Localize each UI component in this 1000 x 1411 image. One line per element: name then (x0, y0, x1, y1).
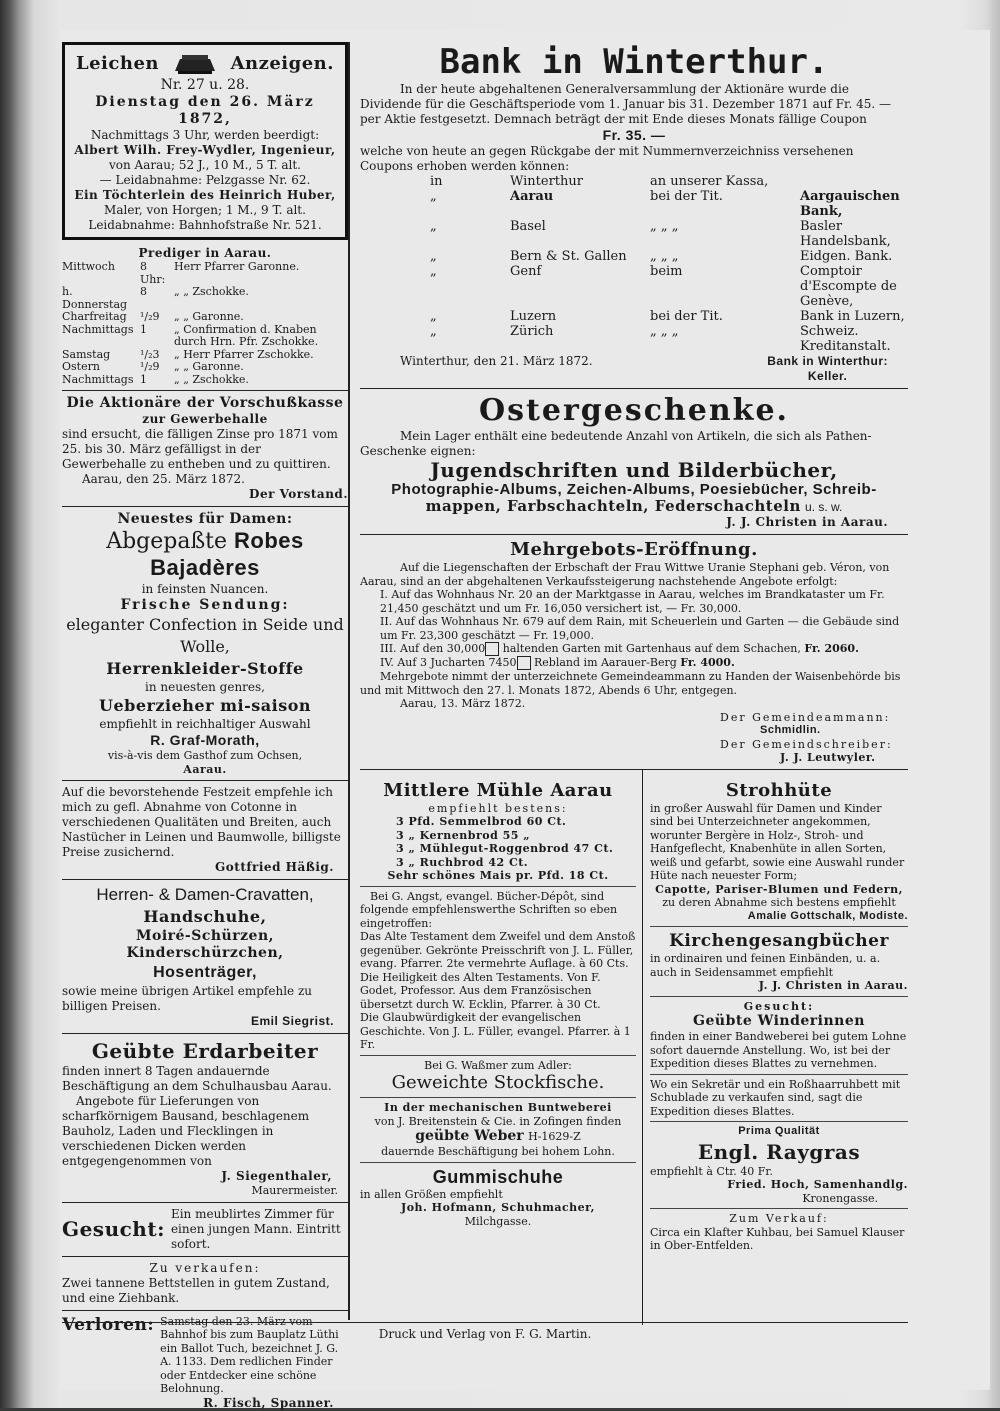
obituary-title-b: Anzeigen. (230, 53, 335, 74)
muehle-list (360, 815, 636, 869)
bank-signature-line: Bank in Winterthur: (767, 354, 888, 368)
bank-cell: „ (430, 264, 437, 279)
damen-line: eleganter Confection in Seide und Wolle, (66, 615, 344, 656)
obituary-entry: Albert Wilh. Frey-Wydler, Ingenieur, (74, 143, 336, 157)
bank-cell: Aarau (510, 189, 554, 204)
prediger-title: Prediger in Aarau. (138, 246, 272, 260)
mehrgebot-item (360, 656, 908, 670)
obituary-entry: Ein Töchterlein des Heinrich Huber, (74, 188, 336, 202)
coffin-icon (172, 51, 218, 77)
prediger-cell: Herr Pfarrer Garonne. (174, 260, 300, 273)
prediger-cell: „ „ Garonne. (174, 310, 244, 323)
mehrgebot-item-text: III. Auf den 30,000 (380, 642, 486, 655)
oster-title: Ostergeschenke. (478, 393, 790, 428)
erdarbeiter-body: Angebote für Lieferungen von scharfkörnigem Bausand, beschlagenem Bauholz, Laden und Flecklingen in verschiedenen Dicken werden entgegengenommen von (62, 1094, 310, 1168)
divider (62, 1202, 348, 1203)
column-divider (348, 42, 350, 1320)
divider (650, 1074, 908, 1075)
bank-signature (767, 354, 888, 384)
mehrgebot-outro: Mehrgebote nimmt der unterzeichnete Gemeindeammann zu Handen der Waisenbehörde bis und mit Mittwoch den 27. l. Monats 1872, Abends 6 Uhr, entgegen. (360, 670, 901, 697)
muehle-item: 3 „ Kernenbrod 55 „ (396, 828, 531, 842)
bank-cell: Luzern (510, 309, 557, 324)
prediger-cell: 8 Uhr: (140, 260, 166, 286)
erdarbeiter-title: Geübte Erdarbeiter (91, 1039, 319, 1063)
divider (650, 1121, 908, 1122)
mehrgebot-item-price: Fr. 2060. (804, 642, 859, 655)
kuhbau-title: Zum Verkauf: (729, 1212, 829, 1225)
bank-cell: Eidgen. Bank. (800, 249, 893, 264)
mehrgebot-item: I. Auf das Wohnhaus Nr. 20 an der Marktgasse in Aarau, welches im Brandkataster um Fr. 21,450 geschätzt und um Fr. 16,050 versichert ist, — Fr. 30,000. (380, 588, 885, 615)
bank-cell: „ (430, 249, 437, 264)
kirchen-body: in ordinairen und feinen Einbänden, u. a. auch in Seidensammet empfiehlt (650, 952, 881, 979)
verkaufen-body: Zwei tannene Bettstellen in gutem Zustand, und eine Ziehbank. (62, 1275, 330, 1305)
mehrgebot-signature: Der Gemeindschreiber: (720, 737, 893, 751)
bank-place: Winterthur, den 21. März 1872. (400, 354, 593, 368)
muehle-item: 3 Pfd. Semmelbrod 60 Ct. (396, 815, 567, 828)
verloren-signature: R. Fisch, Spanner. (203, 1395, 334, 1410)
prediger-cell: Mittwoch (62, 260, 115, 273)
prediger-cell: „ „ Zschokke. (174, 372, 249, 386)
muehle-title: Mittlere Mühle Aarau (383, 779, 613, 801)
stroh-title: Strohhüte (725, 779, 833, 801)
bank-intro: In der heute abgehaltenen Generalversammlung der Aktionäre wurde die Dividende für die Geschäftsperiode vom 1. Januar bis 31. Dezember 1871 auf Fr. 45. — per Aktie festgesetzt. Demnach beträgt der mit Ende dieses Monats fällige Coupon (360, 82, 891, 126)
angst-book: Die Glaubwürdigkeit der evangelischen Geschichte. Von J. L. Füller, evangel. Pfarrer. à 1 Fr. (360, 1011, 631, 1051)
breitenstein-line: von J. Breitenstein & Cie. in Zofingen finden (374, 1114, 622, 1128)
bank-footer (360, 354, 908, 384)
obituary-title-a: Leichen (75, 53, 159, 74)
mehrgebot-signature: J. J. Leutwyler. (780, 751, 876, 764)
mehrgebot-item-text: haltenden Garten mit Gartenhaus auf dem Schachen, (502, 642, 801, 655)
prediger-cell: Charfreitag (62, 310, 127, 323)
left-column (62, 42, 348, 1411)
vorschuss-subtitle: zur Gewerbehalle (142, 412, 268, 426)
obituary-entry: — Leidabnahme: Pelzgasse Nr. 62. (99, 173, 311, 187)
muehle-mais: Sehr schönes Mais pr. Pfd. 18 Ct. (387, 869, 609, 882)
mehrgebot-intro: Auf die Liegenschaften der Erbschaft der Frau Wittwe Uranie Stephani geb. Véron, von Aarau, sind an der abgehaltenen Verkaufssteigerung nachstehende Angebote erfolgt: (360, 561, 890, 588)
bank-cell: an unserer Kassa, (650, 174, 769, 189)
oster-line: Photographie-Albums, Zeichen-Albums, Poesiebücher, Schreib- (391, 481, 877, 498)
prediger-cell: „ Confirmation d. Knaben durch Hrn. Pfr. Zschokke. (174, 322, 319, 348)
obituary-entry: Leidabnahme: Bahnhofstraße Nr. 521. (88, 218, 322, 232)
mehrgebot-item-text: IV. Auf 3 Jucharten 7450 (380, 656, 517, 669)
right-column (360, 42, 908, 1334)
gummi-line: Milchgasse. (464, 1214, 532, 1228)
damen-line: Ueberzieher mi-saison (99, 696, 311, 715)
bank-cell: bei der Tit. (650, 309, 723, 324)
winder-subtitle: Geübte Winderinnen (693, 1013, 865, 1029)
bank-after: welche von heute an gegen Rückgabe der mit Nummernverzeichniss versehenen Coupons erhoben werden können: (360, 144, 854, 173)
bank-amount: Fr. 35. — (602, 127, 666, 143)
vorschuss-signature: Der Vorstand. (249, 487, 348, 501)
raygras-headline: Engl. Raygras (697, 1139, 861, 1164)
bank-cell (800, 174, 908, 189)
erdarbeiter-signature: J. Siegenthaler, (221, 1169, 332, 1183)
damen-headline: Neuestes für Damen: (117, 511, 293, 527)
bank-cell: Zürich (510, 324, 554, 339)
prediger-cell: ¹/₂3 (140, 347, 160, 361)
damen-robes: Robes Bajadères (150, 528, 304, 580)
haessig-body: Auf die bevorstehende Festzeit empfehle ich mich zu gefl. Abnahme von Cotonne in verschiedenen Qualitäten und Breiten, auch Nastücher in Leinen und Baumwolle, billigste Preise zusichernd. (62, 785, 341, 859)
bank-cell: „ „ „ (650, 249, 679, 264)
divider (650, 926, 908, 927)
breitenstein-code: H-1629-Z (528, 1130, 581, 1143)
oster-line: mappen, Farbschachteln, Federschachteln (425, 497, 801, 515)
divider (62, 390, 348, 391)
square-feet-symbol (485, 642, 499, 656)
siegrist-line: Hosenträger, (153, 964, 257, 981)
stroh-line: zu deren Abnahme sich bestens empfiehlt (662, 896, 896, 909)
wassmer-line: Bei G. Waßmer zum Adler: (424, 1058, 572, 1072)
kirchen-signature: J. J. Christen in Aarau. (758, 979, 908, 992)
divider (360, 1162, 636, 1163)
bank-cell: „ „ „ (650, 324, 679, 339)
divider (62, 780, 348, 781)
prediger-cell: „ „ Zschokke. (174, 285, 249, 298)
mehrgebot-item-text: Rebland im Aarauer-Berg (534, 656, 677, 669)
oster-signature: J. J. Christen in Aarau. (726, 515, 888, 529)
raygras-line: empfiehlt à Ctr. 40 Fr. (650, 1164, 773, 1178)
bank-cell: „ (430, 309, 437, 324)
square-feet-symbol (517, 656, 531, 670)
raygras-signature: Fried. Hoch, Samenhandlg. (727, 1178, 908, 1191)
gummi-signature: Joh. Hofmann, Schuhmacher, (400, 1201, 595, 1214)
angst-book: Die Heiligkeit des Alten Testaments. Von F. Godet, Professor. Aus dem Französischen übersetzt durch W. Ecklin, Pfarrer. à 30 Ct. (360, 970, 601, 1011)
oster-body: Mein Lager enthält eine bedeutende Anzahl von Artikeln, die sich als Pathen-Geschenke eignen: (360, 429, 872, 458)
bank-cell: Bank in Luzern, (800, 309, 905, 324)
raygras-line: Prima Qualität (738, 1125, 820, 1137)
angst-intro: Bei G. Angst, evangel. Bücher-Dépôt, sind folgende empfehlenswerthe Schriften so eben eingetroffen: (360, 889, 618, 930)
damen-line: empfiehlt in reichhaltiger Auswahl (99, 717, 311, 731)
mehrgebot-title: Mehrgebots-Eröffnung. (510, 539, 758, 560)
damen-line: vis-à-vis dem Gasthof zum Ochsen, (107, 749, 303, 762)
breitenstein-line: In der mechanischen Buntweberei (384, 1101, 612, 1114)
obituary-entry: Maler, von Horgen; 1 M., 9 T. alt. (104, 203, 306, 217)
prediger-cell: ¹/₂9 (140, 360, 160, 373)
gummi-title: Gummischuhe (432, 1166, 564, 1187)
divider (62, 1256, 348, 1257)
mehrgebot-item-price: Fr. 4000. (680, 656, 735, 669)
lower-right (650, 780, 908, 1253)
lower-section (360, 774, 908, 1334)
sekretaer-body: Wo ein Sekretär und ein Roßhaarruhbett mit Schublade zu verkaufen sind, sagt die Expedition dieses Blattes. (650, 1077, 901, 1118)
damen-line: Frische Sendung: (120, 597, 290, 613)
gesucht-title: Gesucht: (62, 1217, 165, 1241)
divider (360, 388, 908, 389)
muehle-subtitle: empfiehlt bestens: (428, 801, 568, 815)
breitenstein-line: dauernde Beschäftigung bei hohem Lohn. (381, 1145, 615, 1158)
muehle-item: 3 „ Mühlegut-Roggenbrod 47 Ct. (396, 842, 614, 855)
prediger-cell: ¹/₂9 (140, 310, 160, 323)
obituary-title (73, 51, 337, 77)
verkaufen-title: Zu verkaufen: (149, 1260, 261, 1275)
divider (360, 1055, 636, 1056)
bank-cell: beim (650, 264, 683, 279)
winder-body: finden in einer Bandweberei bei gutem Lohne sofort dauernde Anstellung. Wo, ist bei der Expedition dieses Blattes zu vernehmen. (650, 1030, 907, 1070)
oster-line: u. s. w. (805, 500, 843, 514)
divider (360, 1097, 636, 1098)
lower-left (360, 780, 636, 1229)
divider (650, 1208, 908, 1209)
prediger-cell: Nachmittags (62, 372, 134, 386)
divider (360, 886, 636, 887)
prediger-cell: Nachmittags (62, 322, 134, 336)
bank-cell: „ (430, 189, 437, 204)
bank-signature-line: Keller. (807, 369, 848, 383)
stroh-body: in großer Auswahl für Damen und Kinder sind bei Unterzeichneter angekommen, worunter Bergère in Holz-, Stroh- und Hanfgeflecht, Knabenhüte in allen Sorten, weiß und gefarbt, sowie eine Auswahl runder Hüte nach neuester Form; (650, 801, 905, 882)
stroh-line: Capotte, Pariser-Blumen und Federn, (655, 882, 903, 896)
verloren-body: Samstag den 23. März vom Bahnhof bis zum Bauplatz Lüthi ein Ballot Tuch, bezeichnet J. G. A. 1133. Dem redlichen Finder oder Entdecker eine schöne Belohnung. (160, 1314, 339, 1395)
damen-line: Aarau. (183, 762, 227, 776)
muehle-item: 3 „ Ruchbrod 42 Ct. (396, 855, 529, 869)
erdarbeiter-signature: Maurermeister. (251, 1184, 338, 1197)
mehrgebot-signature: Der Gemeindeammann: (720, 710, 891, 724)
mehrgebot-item: II. Auf das Wohnhaus Nr. 679 auf dem Rain, mit Scheuerlein und Garten — die Gebäude sind um Fr. 23,300 geschätzt — Fr. 19,000. (380, 615, 900, 642)
mehrgebot-signature: Schmidlin. (760, 724, 821, 736)
siegrist-line: Handschuhe, (143, 907, 267, 926)
vorschuss-place: Aarau, den 25. März 1872. (82, 472, 245, 486)
bank-cell: „ „ „ (650, 219, 679, 234)
verloren-title: Verloren: (62, 1314, 155, 1335)
bank-cell: „ (430, 324, 437, 339)
oster-line: Jugendschriften und Bilderbücher, (430, 458, 838, 482)
kuhbau-body: Circa ein Klafter Kuhbau, bei Samuel Klauser in Ober-Entfelden. (650, 1225, 905, 1252)
bank-table (360, 174, 908, 354)
siegrist-line: Herren- & Damen-Cravatten, (96, 885, 314, 904)
wassmer-headline: Geweichte Stockfische. (391, 1072, 605, 1093)
siegrist-signature: Emil Siegrist. (250, 1014, 334, 1028)
damen-line: in neuesten genres, (145, 680, 265, 694)
erdarbeiter-body: finden innert 8 Tagen andauernde Beschäftigung an dem Schulhausbau Aarau. (62, 1064, 332, 1093)
prediger-cell: Samstag (62, 347, 111, 361)
prediger-cell: Ostern (62, 360, 100, 373)
mehrgebot-item (360, 642, 908, 656)
bank-cell: „ (430, 219, 437, 234)
kirchen-title: Kirchengesangbücher (669, 931, 889, 951)
obituary-entry: von Aarau; 52 J., 10 M., 5 T. alt. (108, 158, 301, 172)
bank-cell: Genf (510, 264, 542, 279)
gummi-line: in allen Größen empfiehlt (360, 1187, 503, 1201)
bank-cell: Bern & St. Gallen (510, 249, 627, 264)
angst-book: Das Alte Testament dem Zweifel und dem Anstoß gegenüber. Gekrönte Preisschrift von J. L. Füller, evang. Pfarrer. 2te vermehrte Auflage. à 60 Cts. (360, 930, 636, 970)
bank-title: Bank in Winterthur. (439, 42, 829, 82)
vorschuss-body: sind ersucht, die fälligen Zinse pro 1871 vom 25. bis 30. März gefälligst in der Gewerbehalle zu entheben und zu quittiren. (62, 427, 338, 471)
gesucht-body: Ein meublirtes Zimmer für einen jungen Mann. Eintritt sofort. (170, 1206, 341, 1251)
prediger-cell: „ Herr Pfarrer Zschokke. (174, 347, 314, 361)
bank-cell: Basel (510, 219, 546, 234)
bank-cell: in (430, 174, 443, 189)
bank-cell: Aargauischen Bank, (800, 189, 900, 219)
prediger-cell: „ „ Garonne. (174, 360, 244, 373)
obituary-date: Dienstag den 26. März 1872, (95, 94, 315, 127)
bank-cell: Comptoir d'Escompte de Genève, (800, 264, 897, 309)
winder-title: Gesucht: (743, 999, 815, 1013)
divider (62, 1310, 348, 1311)
prediger-table (62, 261, 348, 386)
prediger-cell: h. Donnerstag (62, 285, 128, 311)
bank-cell: Schweiz. Kreditanstalt. (800, 324, 891, 354)
damen-line: Abgepaßte (106, 529, 228, 554)
obituary-number: Nr. 27 u. 28. (160, 77, 250, 93)
prediger-cell: 1 (140, 322, 147, 336)
siegrist-body: sowie meine übrigen Artikel empfehle zu billigen Preisen. (62, 984, 313, 1013)
obituary-time: Nachmittags 3 Uhr, werden beerdigt: (90, 128, 320, 142)
bank-cell: Basler Handelsbank, (800, 219, 891, 249)
gesucht-ad (62, 1207, 348, 1252)
vorschuss-title: Die Aktionäre der Vorschußkasse (66, 395, 344, 411)
prediger-cell: 1 (140, 372, 147, 386)
breitenstein-headline: geübte Weber (415, 1128, 524, 1144)
damen-line: Herrenkleider-Stoffe (106, 659, 304, 678)
bank-cell: bei der Tit. (650, 189, 723, 204)
bank-cell: Winterthur (510, 174, 583, 189)
divider (62, 1033, 348, 1034)
raygras-signature: Kronengasse. (802, 1191, 878, 1205)
divider (62, 879, 348, 880)
siegrist-line: Moiré-Schürzen, Kinderschürzchen, (126, 928, 284, 961)
damen-line: in feinsten Nuancen. (141, 582, 269, 596)
divider (360, 769, 908, 770)
obituary-box (62, 42, 348, 240)
mehrgebot-place: Aarau, 13. März 1872. (400, 697, 526, 710)
damen-signature: R. Graf-Morath, (150, 732, 260, 748)
divider (360, 534, 908, 535)
imprint: Druck und Verlag von F. G. Martin. (62, 1322, 908, 1341)
haessig-signature: Gottfried Häßig. (215, 860, 334, 874)
divider (650, 996, 908, 997)
divider (62, 506, 348, 507)
stroh-signature: Amalie Gottschalk, Modiste. (747, 909, 908, 922)
prediger-cell: 8 (140, 285, 147, 298)
